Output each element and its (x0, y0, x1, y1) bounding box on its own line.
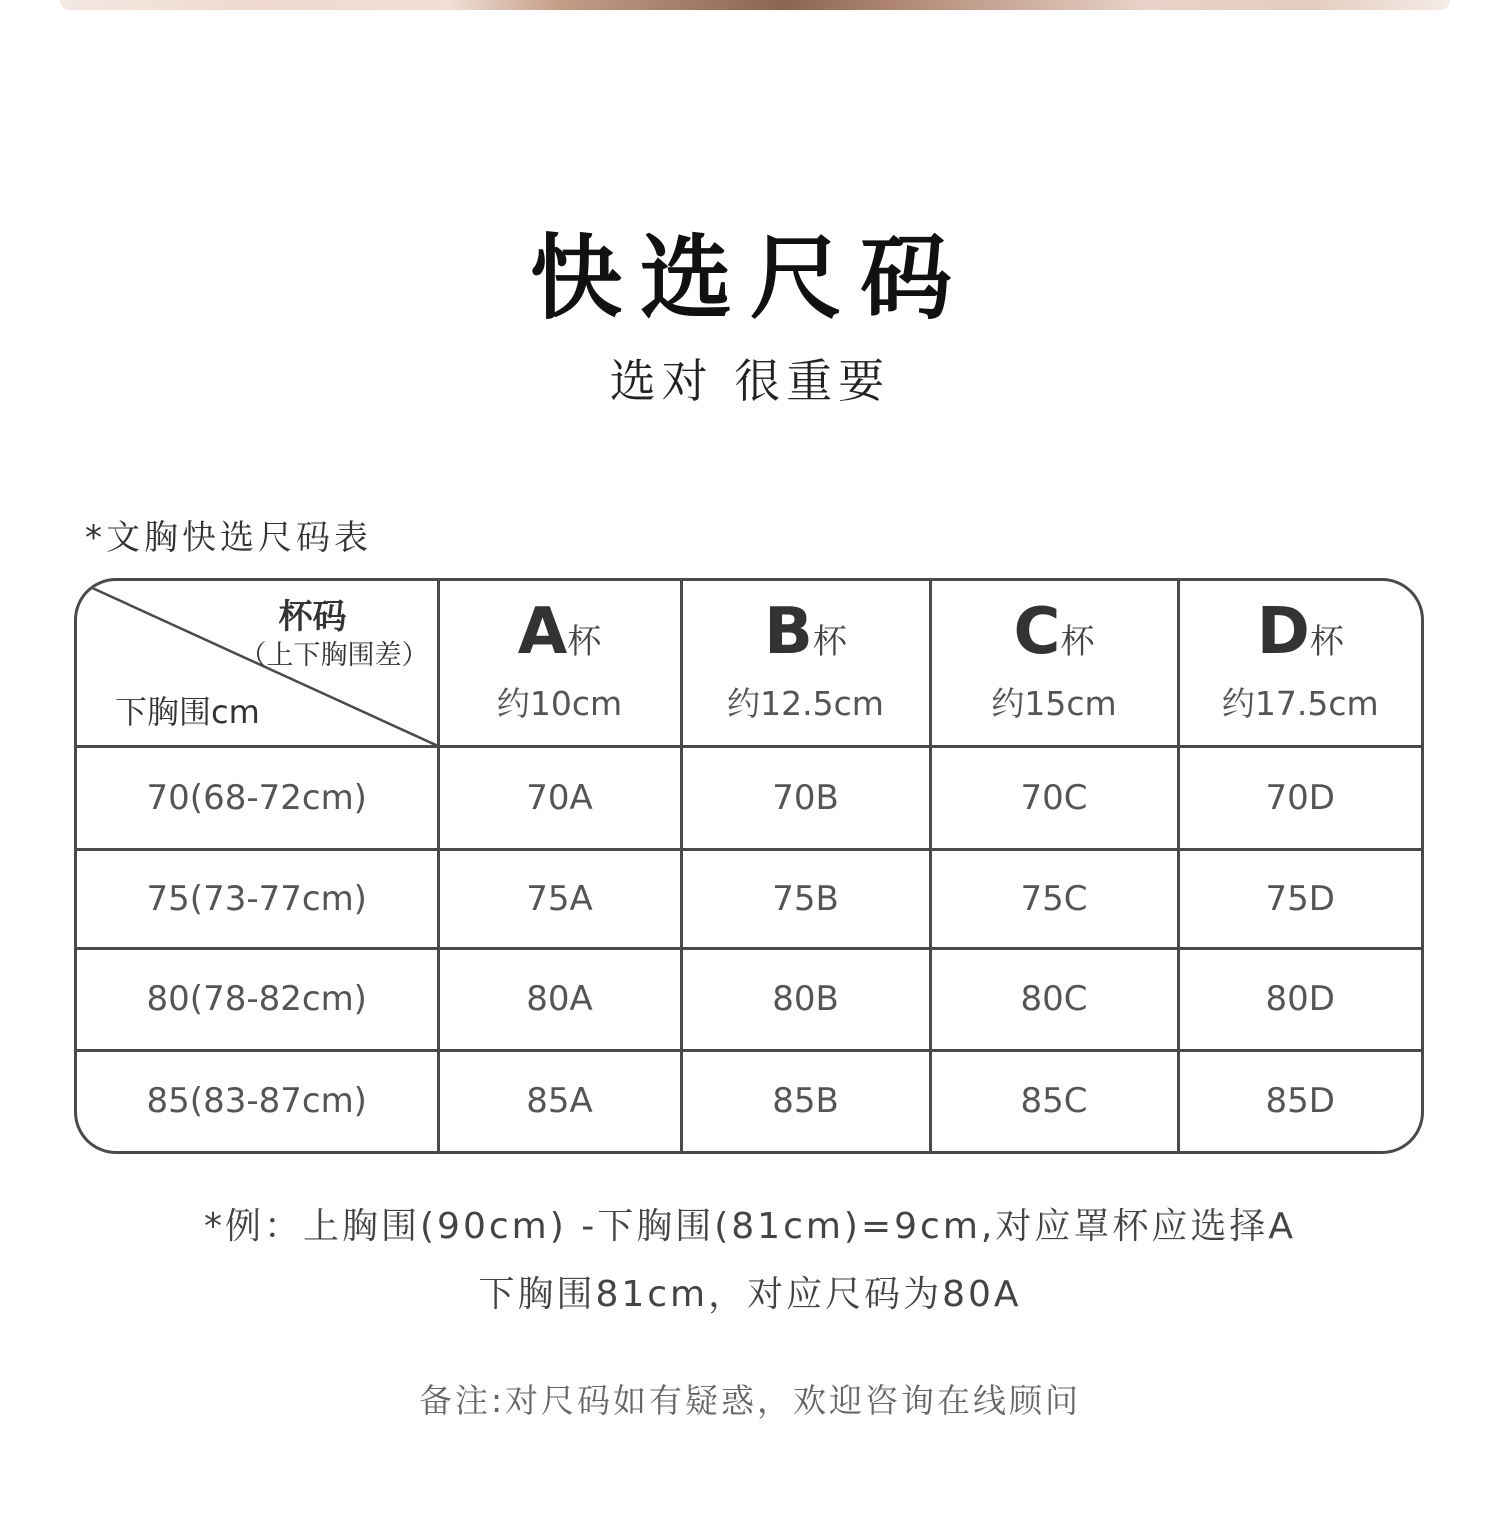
size-cell: 75C (930, 849, 1178, 948)
cup-difference: 约15cm (991, 684, 1117, 724)
size-table-frame (74, 578, 1424, 1154)
cup-difference: 约10cm (496, 684, 623, 724)
table-header-row (77, 581, 1421, 746)
cup-unit: 杯 (1060, 622, 1095, 663)
page-title: 快选尺码 (529, 225, 970, 332)
size-cell: 75A (438, 849, 681, 948)
cup-unit: 杯 (812, 622, 847, 663)
product-photo-edge (60, 0, 1450, 10)
size-cell: 85C (930, 1050, 1178, 1151)
size-cell: 70A (438, 746, 681, 849)
corner-header-cell (77, 581, 438, 746)
example-result: 下胸围81cm，对应尺码为80A (478, 1274, 1022, 1315)
cup-difference: 约12.5cm (727, 684, 884, 724)
cup-code-label: 杯码 (278, 597, 347, 637)
table-row (77, 1050, 1421, 1151)
cup-letter: A (517, 595, 568, 670)
table-row (77, 849, 1421, 948)
cup-header-b (681, 581, 930, 746)
band-size-cell: 75(73-77cm) (77, 849, 438, 948)
cup-header-c (930, 581, 1178, 746)
size-cell: 70C (930, 746, 1178, 849)
band-size-cell: 80(78-82cm) (77, 948, 438, 1050)
size-cell: 80B (681, 948, 930, 1050)
size-cell: 70D (1178, 746, 1421, 849)
cup-header-d (1178, 581, 1421, 746)
cup-unit: 杯 (1309, 622, 1344, 663)
size-cell: 85D (1178, 1050, 1421, 1151)
cup-unit: 杯 (567, 622, 602, 663)
remark-note: 备注:对尺码如有疑惑，欢迎咨询在线顾问 (418, 1381, 1082, 1420)
band-size-cell: 85(83-87cm) (77, 1050, 438, 1151)
size-cell: 75B (681, 849, 930, 948)
cup-letter: B (764, 595, 813, 670)
size-cell: 85A (438, 1050, 681, 1151)
table-row (77, 746, 1421, 849)
band-size-cell: 70(68-72cm) (77, 746, 438, 849)
size-cell: 75D (1178, 849, 1421, 948)
table-caption: *文胸快选尺码表 (85, 518, 372, 558)
bust-difference-label: （上下胸围差） (239, 640, 429, 671)
cup-letter: D (1256, 595, 1310, 670)
cup-letter: C (1013, 595, 1061, 670)
table-row (77, 948, 1421, 1050)
size-table (77, 581, 1421, 1151)
page-subtitle: 选对 很重要 (609, 354, 891, 408)
underbust-label: 下胸围cm (115, 692, 260, 731)
example-note: *例：上胸围(90cm) -下胸围(81cm)=9cm,对应罩杯应选择A (204, 1206, 1296, 1247)
cup-difference: 约17.5cm (1221, 684, 1379, 724)
size-cell: 80C (930, 948, 1178, 1050)
size-cell: 80A (438, 948, 681, 1050)
size-cell: 85B (681, 1050, 930, 1151)
size-cell: 70B (681, 746, 930, 849)
cup-header-a (438, 581, 681, 746)
size-cell: 80D (1178, 948, 1421, 1050)
